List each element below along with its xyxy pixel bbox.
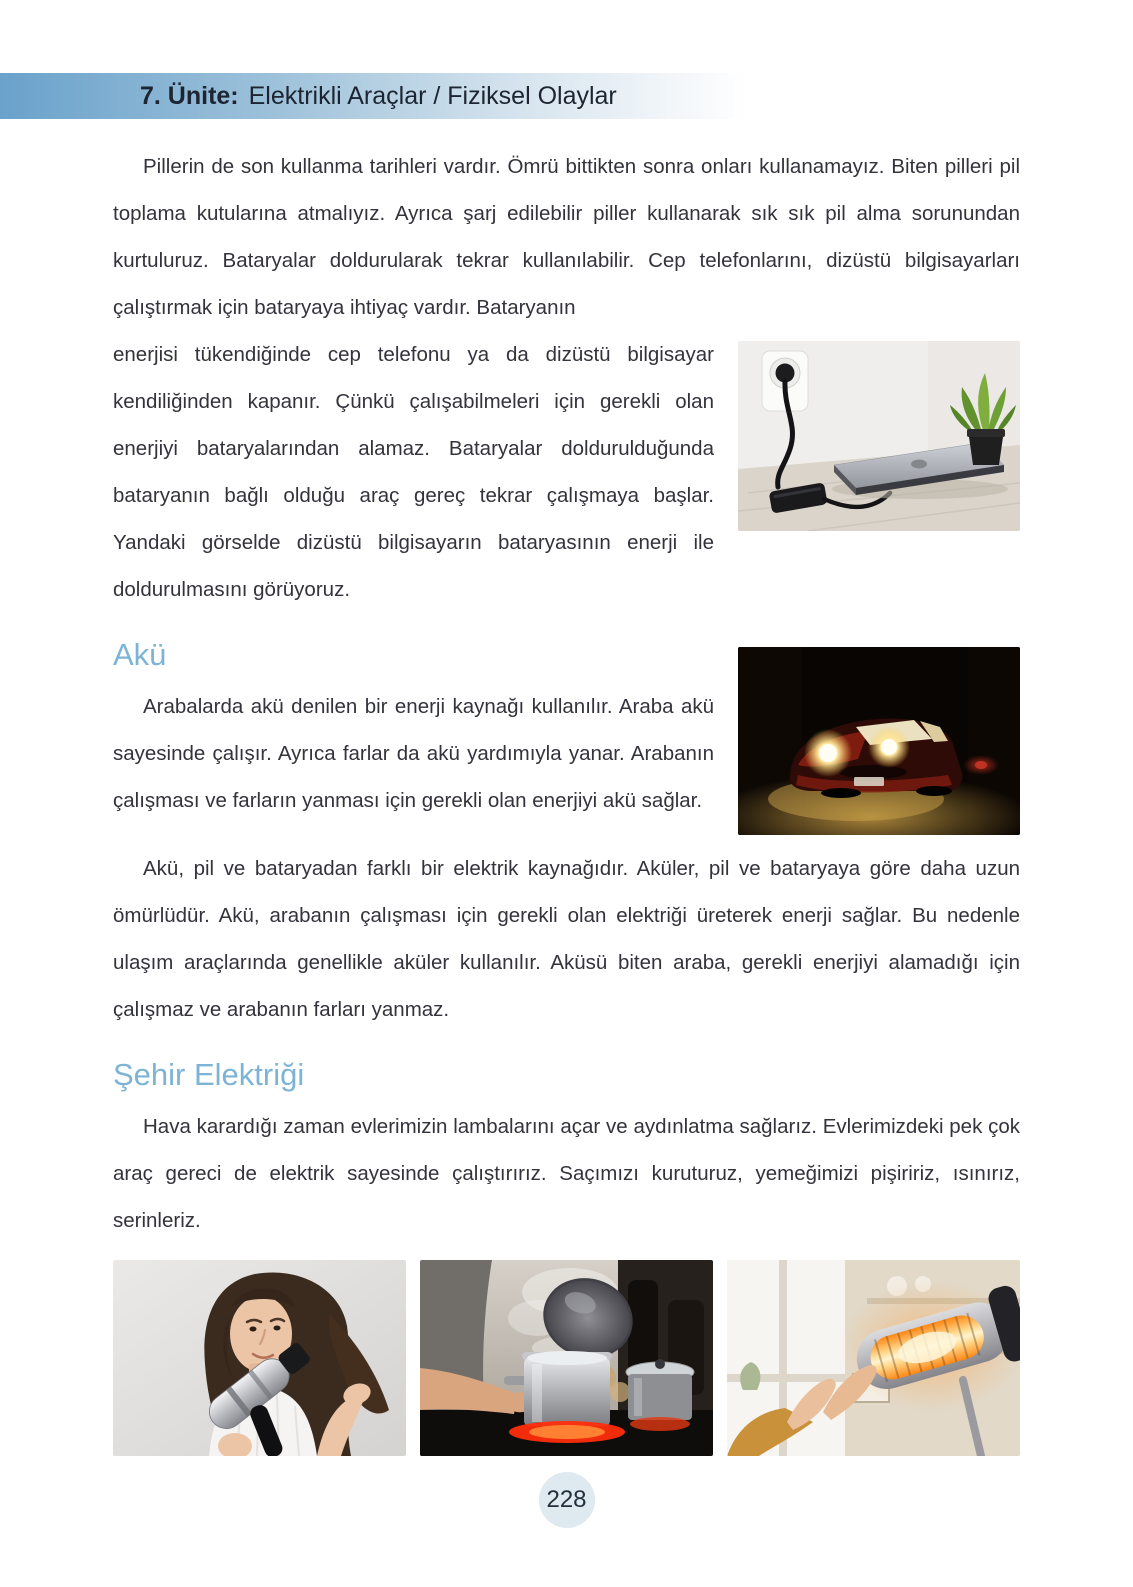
cooking-pot-stove-photo [420,1260,713,1456]
paragraph-batteries-intro: Pillerin de son kullanma tarihleri vardır. Ömrü bittikten sonra onları kullanamayız. Biten pilleri pil toplama kutularına atmalıyız. Ayrıca şarj edilebilir piller kullanarak sık sık pil alma sorunundan kurtuluruz. Bataryalar doldurularak tekrar kullanılabilir. Cep telefonlarını, dizüstü bilgisayarları çalıştırmak için bataryaya ihtiyaç vardır. Bataryanın [113,155,1020,319]
unit-number-label: 7. Ünite: [140,81,239,110]
page-number: 228 [539,1472,595,1528]
paragraph-batteries-wrapped: enerjisi tükendiğinde cep telefonu ya da dizüstü bilgisayar kendiliğinden kapanır. Çünkü çalışabilmeleri için gerekli olan enerjiyi bataryalarından alamaz. Bataryalar doldurulduğunda bataryanın bağlı olduğu araç gereç tekrar çalışmaya başlar. Yandaki görselde dizüstü bilgisayarın bataryasının enerji ile doldurulmasını görüyoruz. [113,343,714,601]
unit-header [0,73,1133,119]
appliance-photo-row [113,1260,1020,1456]
city-electricity-section [113,1057,1020,1456]
electric-heater-hands-photo [727,1260,1020,1456]
laptop-charging-photo [738,341,1020,531]
car-headlights-night-photo [738,647,1020,835]
page-content [0,119,1133,1528]
city-electricity-heading: Şehir Elektriği [113,1057,305,1092]
aku-section [113,637,1020,1033]
aku-wrap-block [113,637,1020,845]
paragraph-city-electricity: Hava karardığı zaman evlerimizin lambalarını açar ve aydınlatma sağlarız. Evlerimizdeki pek çok araç gereci de elektrik sayesinde çalıştırırız. Saçımızı kuruturuz, yemeğimizi pişiririz, ısınırız, serinleriz. [113,1115,1020,1232]
unit-title: Elektrikli Araçlar / Fiziksel Olaylar [248,81,617,110]
paragraph-aku-1: Arabalarda akü denilen bir enerji kaynağı kullanılır. Araba akü sayesinde çalışır. Ayrıca farlar da akü yardımıyla yanar. Arabanın çalışması ve farların yanması için gerekli olan enerjiyi akü sağlar. [113,695,714,812]
aku-heading: Akü [113,637,167,672]
batteries-wrap-block [113,331,1020,613]
hair-drying-photo [113,1260,406,1456]
paragraph-aku-2: Akü, pil ve bataryadan farklı bir elektrik kaynağıdır. Aküler, pil ve bataryaya göre daha uzun ömürlüdür. Akü, arabanın çalışması için gerekli olan elektriği üreterek enerji sağlar. Bu nedenle ulaşım araçlarında genellikle aküler kullanılır. Aküsü biten araba, gerekli enerjiyi alamadığı için çalışmaz ve arabanın farları yanmaz. [113,857,1020,1021]
